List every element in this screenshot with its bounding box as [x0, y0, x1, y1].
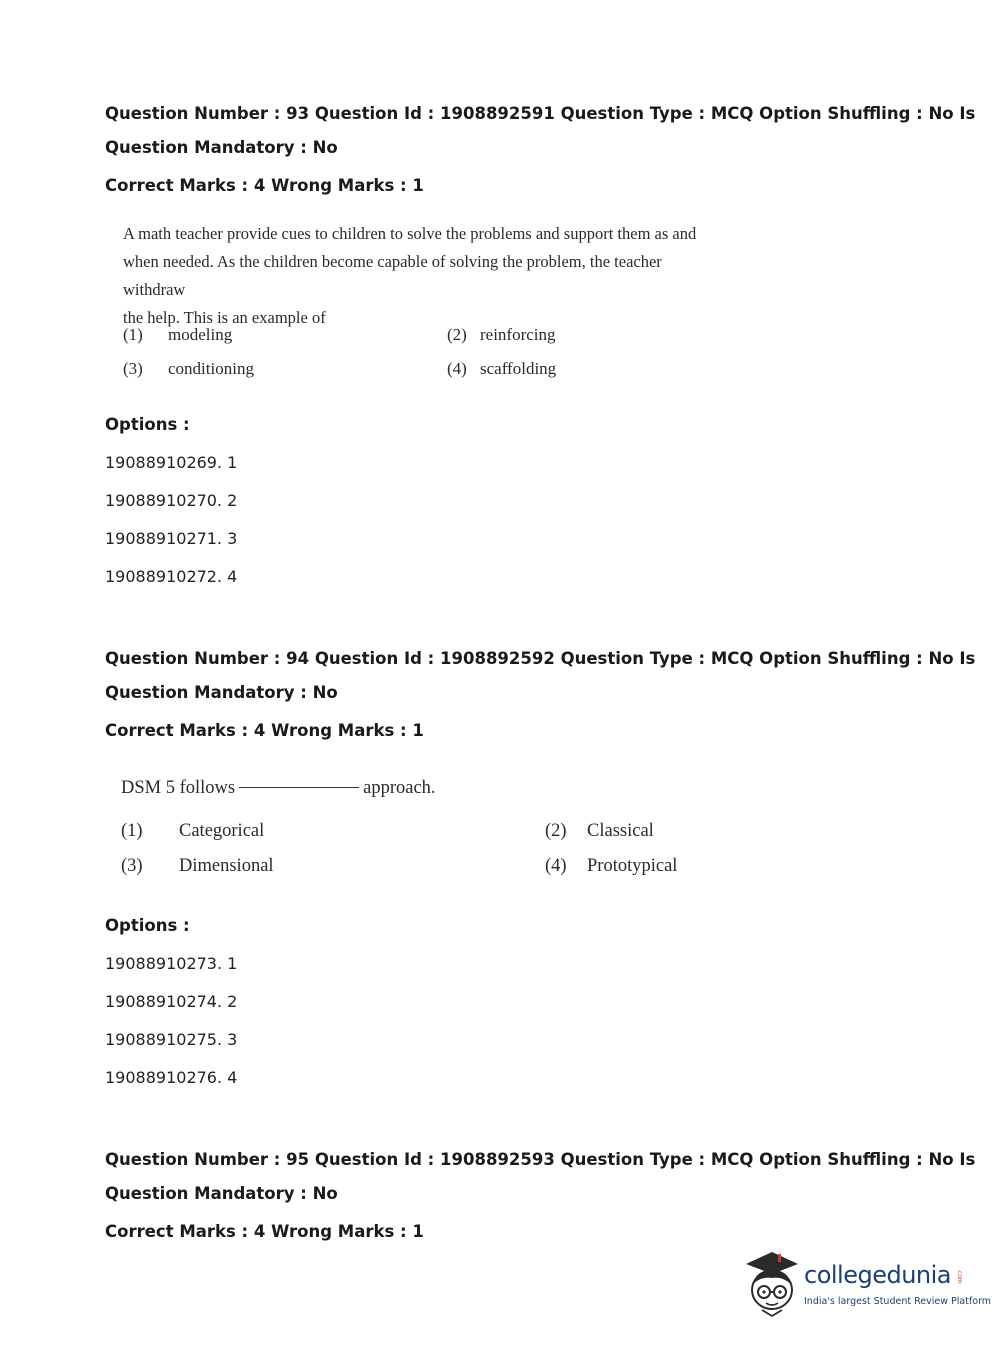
- q94-option-1: 19088910273. 1: [105, 954, 238, 973]
- choice-text: scaffolding: [480, 359, 557, 378]
- q94-question-text: [121, 776, 436, 800]
- choice-text: Classical: [587, 821, 654, 841]
- q93-option-4: 19088910272. 4: [105, 567, 238, 586]
- q93-question-line: the help. This is an example of: [123, 308, 326, 327]
- q93-header-line2: Question Mandatory : No: [105, 138, 338, 157]
- q93-choice-4: [447, 359, 556, 379]
- q95-header-line2: Question Mandatory : No: [105, 1184, 338, 1203]
- q94-header-line2: Question Mandatory : No: [105, 683, 338, 702]
- q93-choice-3: [123, 359, 254, 379]
- q94-marks: Correct Marks : 4 Wrong Marks : 1: [105, 721, 424, 740]
- q93-header-line1: Question Number : 93 Question Id : 1908892591 Question Type : MCQ Option Shuffling : No Is: [105, 104, 976, 123]
- q95-marks: Correct Marks : 4 Wrong Marks : 1: [105, 1222, 424, 1241]
- choice-text: Prototypical: [587, 856, 678, 876]
- choice-number: (3): [123, 359, 143, 378]
- q93-question-line: when needed. As the children become capable of solving the problem, the teacher withdraw: [123, 252, 662, 299]
- q94-option-2: 19088910274. 2: [105, 992, 238, 1011]
- q94-header-line1: Question Number : 94 Question Id : 1908892592 Question Type : MCQ Option Shuffling : No Is: [105, 649, 976, 668]
- collegedunia-logo[interactable]: [742, 1248, 992, 1320]
- q93-option-2: 19088910270. 2: [105, 491, 238, 510]
- q94-choice-1: [121, 821, 264, 842]
- q93-question-line: A math teacher provide cues to children to solve the problems and support them as and: [123, 224, 697, 243]
- logo-wordmark: collegedunia: [804, 1261, 952, 1289]
- choice-text: modeling: [168, 325, 233, 344]
- q93-choice-2: [447, 325, 556, 345]
- q94-option-4: 19088910276. 4: [105, 1068, 238, 1087]
- logo-com-suffix: .com: [956, 1269, 963, 1284]
- q94-blank-line: [239, 787, 359, 788]
- q93-choice-1: [123, 325, 232, 345]
- choice-text: Categorical: [179, 821, 265, 841]
- q93-question-text: [123, 220, 723, 332]
- q94-choice-2: [545, 821, 654, 842]
- q94-question-before-blank: DSM 5 follows: [121, 778, 236, 798]
- logo-tagline: India's largest Student Review Platform: [804, 1296, 992, 1307]
- q94-choice-3: [121, 856, 274, 877]
- q93-option-1: 19088910269. 1: [105, 453, 238, 472]
- choice-text: reinforcing: [480, 325, 556, 344]
- choice-text: Dimensional: [179, 856, 274, 876]
- q94-option-3: 19088910275. 3: [105, 1030, 238, 1049]
- choice-number: (1): [121, 821, 143, 841]
- q94-choice-4: [545, 856, 677, 877]
- choice-number: (3): [121, 856, 143, 876]
- choice-number: (2): [447, 325, 467, 344]
- choice-text: conditioning: [168, 359, 254, 378]
- choice-number: (2): [545, 821, 567, 841]
- q93-option-3: 19088910271. 3: [105, 529, 238, 548]
- q93-marks: Correct Marks : 4 Wrong Marks : 1: [105, 176, 424, 195]
- choice-number: (4): [545, 856, 567, 876]
- choice-number: (1): [123, 325, 143, 344]
- q94-options-label: Options :: [105, 916, 190, 935]
- q95-header-line1: Question Number : 95 Question Id : 1908892593 Question Type : MCQ Option Shuffling : No Is: [105, 1150, 976, 1169]
- choice-number: (4): [447, 359, 467, 378]
- mascot-icon: [742, 1248, 802, 1320]
- q94-question-after-blank: approach.: [363, 778, 436, 798]
- q93-options-label: Options :: [105, 415, 190, 434]
